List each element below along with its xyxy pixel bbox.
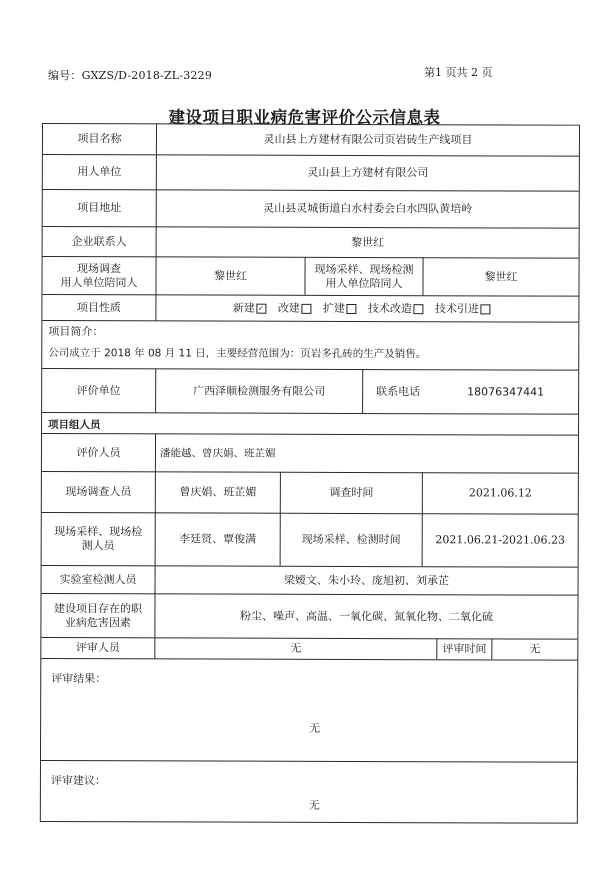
survey-staff-label: 现场调查人员 [65, 485, 132, 499]
sampling-time-value: 2021.06.21-2021.06.23 [435, 533, 566, 547]
intro-label: 项目简介： [48, 325, 104, 339]
document-number: 编号：GXZS/D-2018-ZL-3229 [48, 69, 213, 82]
review-time-value: 无 [529, 642, 541, 656]
hazards-label: 建设项目存在的职 业病危害因素 [53, 601, 142, 629]
info-table [40, 123, 580, 824]
hazards-value: 粉尘、噪声、高温、一氧化碳、氮氧化物、二氧化硫 [239, 609, 493, 623]
form-title: 建设项目职业病危害评价公示信息表 [168, 108, 441, 127]
contact-value: 黎世红 [351, 235, 385, 249]
reviewer-value: 无 [290, 641, 302, 655]
team-heading: 项目组人员 [48, 419, 101, 432]
nature-option-label: 新建 [232, 301, 255, 315]
survey-time-value: 2021.06.12 [468, 486, 532, 500]
review-advice-label: 评审建议： [50, 774, 106, 788]
eval-staff-value: 潘能越、曾庆娟、班芷媚 [159, 447, 276, 460]
survey-time-label: 调查时间 [329, 485, 374, 500]
evaluator-value: 广西泽顺检测服务有限公司 [193, 383, 326, 398]
checkbox-icon [346, 303, 356, 313]
contact-label: 企业联系人 [71, 234, 127, 248]
project-name-value: 灵山县上方建材有限公司页岩砖生产线项目 [263, 132, 473, 147]
survey-companion-label: 现场调查 用人单位陪同人 [60, 261, 138, 289]
address-label: 项目地址 [77, 201, 122, 215]
nature-option-label: 扩建 [322, 301, 345, 315]
intro-text: 公司成立于 2018 年 08 月 11 日，主要经营范围为：页岩多孔砖的生产及销售。 [48, 347, 427, 361]
nature-option-label: 技术改造 [367, 301, 412, 315]
checkbox-icon [413, 304, 423, 314]
lab-staff-value: 梁嫒文、朱小玲、庞旭初、刘承芷 [284, 573, 450, 587]
survey-staff-value: 曾庆娟、班芷媚 [179, 485, 257, 499]
phone-label: 联系电话 [376, 384, 421, 398]
employer-label: 用人单位 [77, 165, 122, 179]
checkbox-icon [301, 303, 311, 313]
checkbox-icon [480, 304, 490, 314]
checked-box-icon: ✓ [256, 303, 266, 313]
employer-value: 灵山县上方建材有限公司 [307, 165, 429, 180]
reviewer-label: 评审人员 [75, 641, 120, 655]
project-name-label: 项目名称 [77, 132, 122, 146]
sampling-companion-value: 黎世红 [484, 269, 518, 283]
eval-staff-label: 评价人员 [76, 445, 121, 459]
nature-option-label: 改建 [277, 301, 300, 315]
lab-staff-label: 实验室检测人员 [59, 572, 137, 586]
phone-value: 18076347441 [467, 384, 545, 399]
nature-options [156, 295, 578, 321]
survey-companion-value: 黎世红 [214, 269, 248, 283]
evaluator-label: 评价单位 [76, 383, 121, 397]
review-time-label: 评审时间 [442, 642, 487, 656]
page-info: 第1 页共 2 页 [424, 66, 493, 79]
nature-option-label: 技术引进 [434, 301, 479, 315]
review-result-label: 评审结果： [51, 672, 107, 686]
sampling-staff-value: 李廷贤、覃俊满 [179, 532, 257, 546]
address-value: 灵山县灵城街道白水村委会白水四队黄培岭 [263, 201, 473, 216]
sampling-time-label: 现场采样、检测时间 [301, 532, 401, 547]
nature-label: 项目性质 [76, 300, 121, 314]
sampling-staff-label: 现场采样、现场检 测人员 [54, 525, 143, 553]
review-result-value: 无 [309, 721, 321, 735]
review-advice-value: 无 [308, 798, 320, 812]
sampling-companion-label: 现场采样、现场检测 用人单位陪同人 [314, 262, 414, 290]
